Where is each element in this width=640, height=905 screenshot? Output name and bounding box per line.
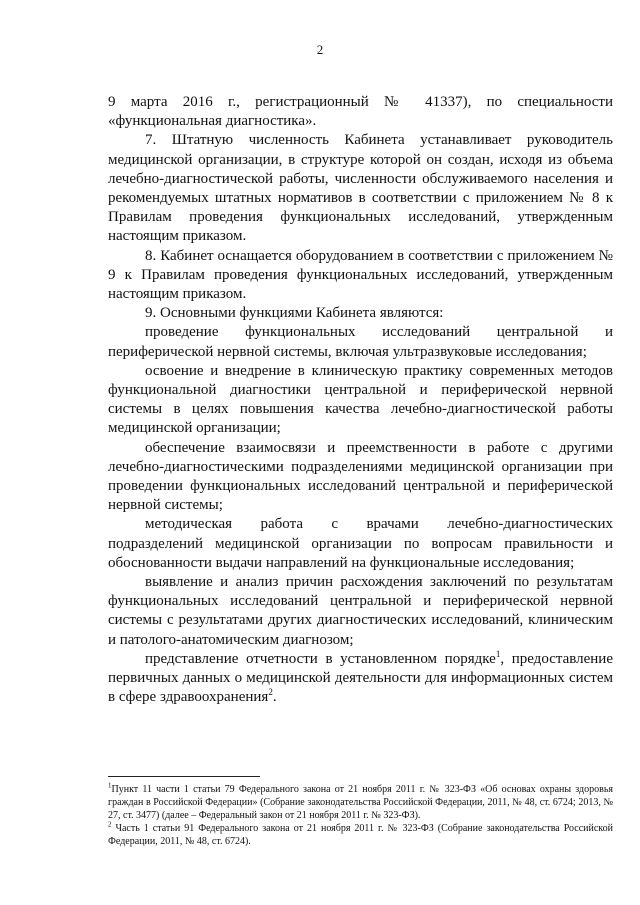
- footnote-1: [108, 783, 613, 822]
- function-item: методическая работа с врачами лечебно-диагностических подразделений медицинской организации по вопросам правильности и обоснованности выдачи направлений на функциональные исследования;: [108, 516, 613, 571]
- paragraph-item-8: 8. Кабинет оснащается оборудованием в соответствии с приложением № 9 к Правилам проведения функциональных исследований, утвержденным настоящим приказом.: [108, 247, 613, 303]
- footnote-text-1: Пункт 11 части 1 статьи 79 Федерального закона от 21 ноября 2011 г. № 323-ФЗ «Об основах охраны здоровья граждан в Российской Федерации» (Собрание законодательства Российской Федерации, 2011, № 48, ст. 6724; 2013, № 27, ст. 3477) (далее – Федеральный закон от 21 ноября 2011 г. № 323-ФЗ).: [108, 784, 613, 821]
- function-item: освоение и внедрение в клиническую практику современных методов функциональной диагностики центральной и периферической нервной системы в целях повышения качества лечебно-диагностической работы медицинской организации;: [108, 362, 613, 437]
- footnote-mark-2: 2: [108, 820, 112, 829]
- footnote-text-2: Часть 1 статьи 91 Федерального закона от 21 ноября 2011 г. № 323-ФЗ (Собрание законодательства Российской Федерации, 2011, № 48, ст. 6724).: [108, 823, 613, 847]
- page-number: 2: [316, 42, 324, 57]
- footnote-mark-1: 1: [108, 781, 112, 790]
- document-body: [108, 93, 613, 708]
- paragraph-item-9: 9. Основными функциями Кабинета являются:: [145, 305, 444, 322]
- paragraph-item-7: 7. Штатную численность Кабинета устанавливает руководитель медицинской организации, в структуре которой он создан, исходя из объема лечебно-диагностической работы, численности обслуживаемого населения и рекомендуемых штатных нормативов в соответствии с приложением № 8 к Правилам проведения функциональных исследований, утвержденным настоящим приказом.: [108, 132, 613, 245]
- reporting-text-part3: .: [272, 689, 277, 706]
- footnote-separator: [108, 776, 260, 777]
- function-item: проведение функциональных исследований центральной и периферической нервной системы, включая ультразвуковые исследования;: [108, 324, 613, 360]
- paragraph-continuation: 9 марта 2016 г., регистрационный № 41337), по специальности «функциональная диагностика».: [108, 94, 613, 130]
- function-item: обеспечение взаимосвязи и преемственности в работе с другими лечебно-диагностическими подразделениями медицинской организации при проведении функциональных исследований центральной и периферической нервной системы;: [108, 439, 613, 514]
- reporting-text-part2: , предоставление первичных данных о медицинской деятельности для информационных систем в сфере здравоохранения: [108, 650, 613, 706]
- footnote-ref-1[interactable]: 1: [495, 648, 501, 659]
- function-item: выявление и анализ причин расхождения заключений по результатам функциональных исследований центральной и периферической нервной системы с результатами других диагностических исследований, клиническим и патолого-анатомическим диагнозом;: [108, 574, 613, 648]
- function-item-reporting: [108, 650, 613, 708]
- footnote-ref-2[interactable]: 2: [268, 687, 273, 698]
- reporting-text-part1: представление отчетности в установленном порядке: [145, 650, 496, 667]
- footnote-2: [108, 822, 613, 848]
- footnotes: [108, 783, 613, 848]
